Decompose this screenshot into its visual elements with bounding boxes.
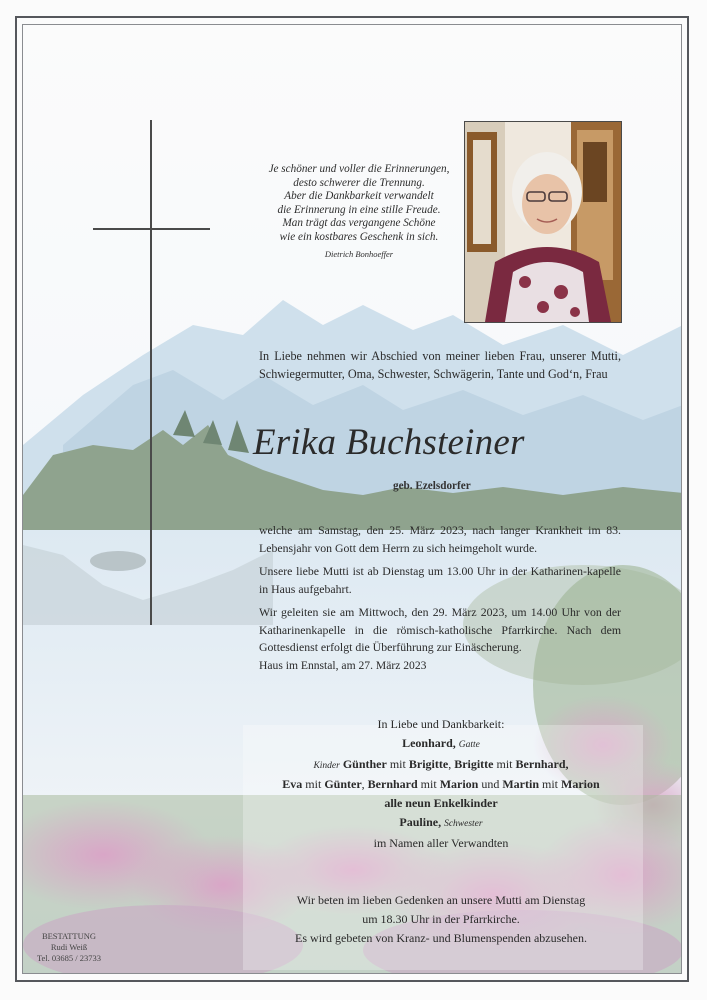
funeral-paragraph: Wir geleiten sie am Mittwoch, den 29. März 2023, um 14.00 Uhr von der Katharinenkapelle in die römisch-katholische Pfarrkirche. Nach dem Gottesdienst erfolgt die Überführung zur Einäscherung. [259,605,621,655]
quote-line: wie ein kostbares Geschenk in sich. [279,230,439,243]
connector-text: mit [539,777,562,792]
quote-line: Man trägt das vergangene Schöne [282,217,436,229]
relatives: im Namen aller Verwandten [373,835,509,850]
grandchildren: alle neun Enkelkinder [384,796,498,811]
undertaker-phone: Tel. 03685 / 23733 [36,953,102,963]
sister-role: Schwester [444,818,483,829]
flower-request: Es wird gebeten von Kranz- und Blumenspenden abzusehen. [295,931,587,945]
connector-text: mit [493,756,516,771]
connector-text: mit [386,756,409,771]
children-label: Kinder [313,760,340,771]
children-names [343,757,569,771]
mourner-name: Bernhard [367,777,418,792]
mourner-name: Bernhard, [515,756,569,771]
husband-role: Gatte [458,739,480,750]
children-row-2 [249,775,633,794]
parte-card [22,24,682,974]
deceased-name: Erika Buchsteiner [253,422,525,463]
place-date: Haus im Ennstal, am 27. März 2023 [259,659,427,672]
mourners-heading: In Liebe und Dankbarkeit: [377,717,505,731]
prayer-line-2: um 18.30 Uhr in der Pfarrkirche. [362,911,520,926]
husband-name: Leonhard, [402,735,456,750]
birth-name: geb. Ezelsdorfer [393,480,471,492]
prayer-notice [249,891,633,928]
viewing-paragraph: Unsere liebe Mutti ist ab Dienstag um 13.00 Uhr in der Katharinen-kapelle in Haus aufgebahrt. [259,564,621,596]
quote-line: die Erinnerung in eine stille Freude. [277,203,441,216]
connector-text: mit [302,777,325,792]
quote-line: desto schwerer die Trennung. [293,176,425,189]
connector-text: und [478,777,503,792]
connector-text: , [448,756,455,771]
connector-text: , [361,777,368,792]
sister-row [249,813,633,834]
intro-text: In Liebe nehmen wir Abschied von meiner lieben Frau, unserer Mutti, Schwiegermutter, Oma, Schwester, Schwägerin, Tante und God‘n, Frau [259,349,621,381]
mourner-name: Marion [439,777,479,792]
sister-name: Pauline, [399,814,442,829]
mourner-name: Marion [561,777,600,792]
mourner-name: Eva [282,777,303,792]
mourner-name: Günther [342,756,387,771]
mourner-name: Brigitte [408,756,449,771]
undertaker-imprint [29,931,109,964]
death-notice-paragraph: welche am Samstag, den 25. März 2023, nach langer Krankheit im 83. Lebensjahr von Gott dem Herrn zu sich heimgeholt wurde. [259,523,621,555]
mourner-name: Günter [324,777,362,792]
mourner-name: Brigitte [454,756,494,771]
prayer-line-1: Wir beten im lieben Gedenken an unsere Mutti am Dienstag [296,893,586,907]
quote-line: Je schöner und voller die Erinnerungen, [268,163,450,175]
quote-line: Aber die Dankbarkeit verwandelt [284,190,434,202]
undertaker-owner: Rudi Weiß [50,942,88,952]
husband-row [249,734,633,755]
children-row-1 [249,755,633,776]
quote-author: Dietrich Bonhoeffer [324,249,394,259]
undertaker-title: BESTATTUNG [41,931,97,941]
portrait-photo [464,121,622,323]
cross-horizontal-bar [93,228,210,230]
mourners-list [249,715,633,853]
cross-vertical-bar [150,120,152,625]
connector-text: mit [417,777,440,792]
memorial-quote [251,163,467,262]
mourner-name: Martin [502,777,540,792]
